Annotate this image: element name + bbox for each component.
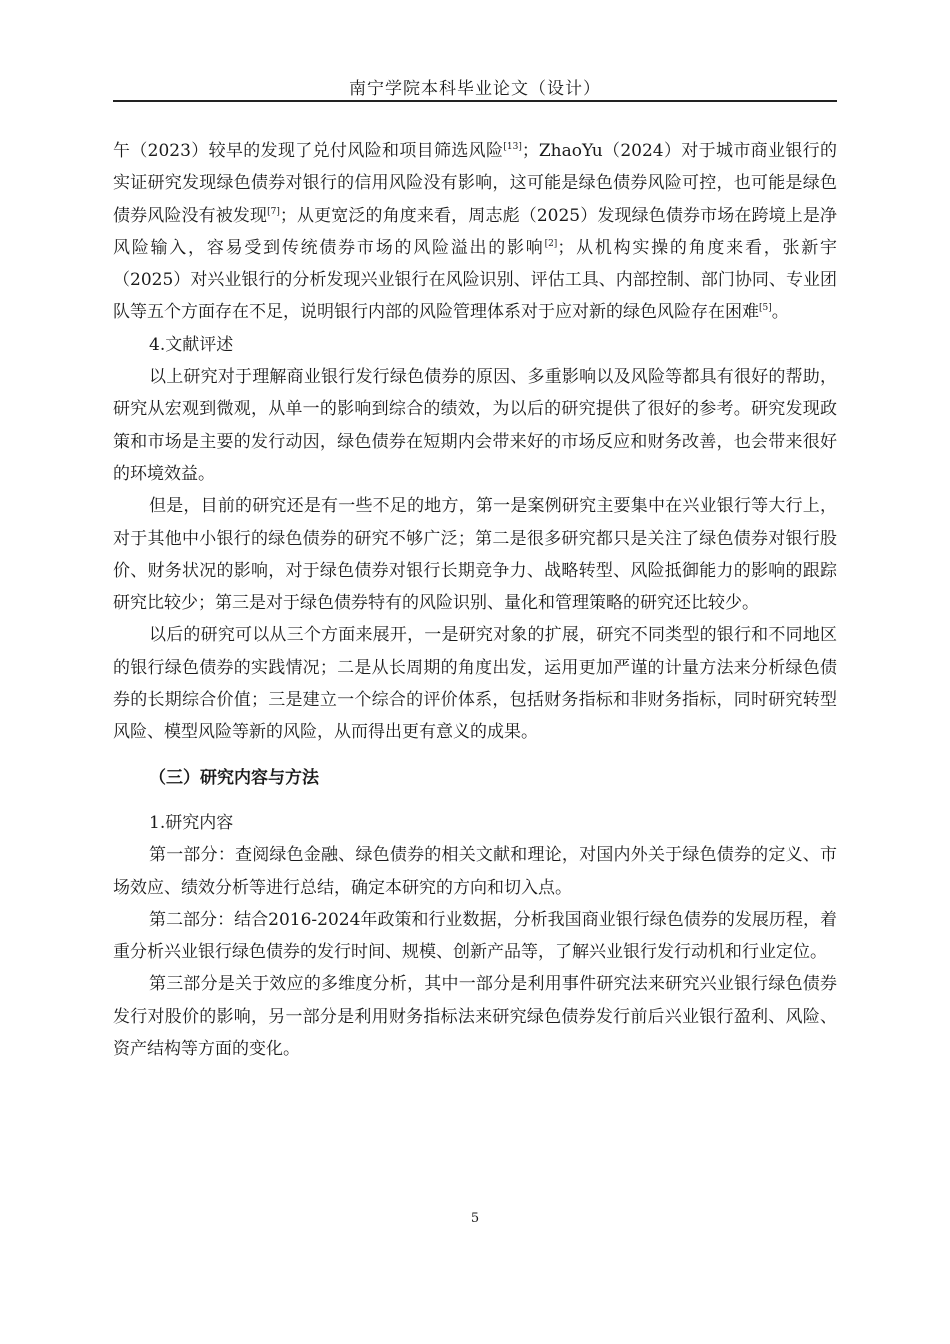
citation-ref: [7] [267, 206, 280, 217]
section-heading-research-content-method: （三）研究内容与方法 [149, 767, 319, 788]
paragraph-risk-literature [113, 135, 837, 329]
text-span: 。 [771, 302, 789, 323]
paragraph-review-shortcomings: 但是，目前的研究还是有一些不足的地方，第一是案例研究主要集中在兴业银行等大行上，对于其他中小银行的绿色债券的研究不够广泛；第二是很多研究都只是关注了绿色债券对银行股价、财务状况的影响，对于绿色债券对银行长期竞争力、战略转型、风险抵御能力的影响的跟踪研究比较少；第三是对于绿色债券特有的风险识别、量化和管理策略的研究还比较少。 [113, 496, 837, 614]
header-rule [113, 100, 837, 102]
text-span: ；从更宽泛的角度来看，周志彪（2025）发现绿色债券市场在跨境上是净风险输入，容易受到传统债券市场的风险溢出的影响 [113, 205, 838, 258]
paragraph-review-summary: 以上研究对于理解商业银行发行绿色债券的原因、多重影响以及风险等都具有很好的帮助，研究从宏观到微观，从单一的影响到综合的绩效，为以后的研究提供了很好的参考。研究发现政策和市场是主要的发行动因，绿色债券在短期内会带来好的市场反应和财务改善，也会带来很好的环境效益。 [113, 367, 837, 484]
page-number: 5 [470, 1211, 480, 1226]
subheading-research-content: 1.研究内容 [149, 812, 234, 833]
body-text [113, 135, 837, 1065]
running-header-title: 南宁学院本科毕业论文（设计） [349, 79, 601, 99]
text-span: ；ZhaoYu（2024）对于城市商业银行的实证研究发现绿色债券对银行的信用风险没有影响，这可能是绿色债券风险可控，也可能是绿色债券风险没有被发现 [113, 141, 838, 226]
paragraph-part-two: 第二部分：结合2016-2024年政策和行业数据，分析我国商业银行绿色债券的发展历程，着重分析兴业银行绿色债券的发行时间、规模、创新产品等，了解兴业银行发行动机和行业定位。 [113, 909, 837, 963]
citation-ref: [13] [503, 142, 522, 152]
text-span: ；从机构实操的角度来看，张新宇（2025）对兴业银行的分析发现兴业银行在风险识别、评估工具、内部控制、部门协同、专业团队等五个方面存在不足，说明银行内部的风险管理体系对于应对新的绿色风险存在困难 [113, 237, 838, 323]
citation-ref: [5] [759, 303, 772, 314]
citation-ref: [2] [544, 238, 558, 249]
paragraph-future-research: 以后的研究可以从三个方面来展开，一是研究对象的扩展，研究不同类型的银行和不同地区的银行绿色债券的实践情况；二是从长周期的角度出发，运用更加严谨的计量方法来分析绿色债券的长期综合价值；三是建立一个综合的评价体系，包括财务指标和非财务指标，同时研究转型风险、模型风险等新的风险，从而得出更有意义的成果。 [113, 625, 837, 743]
text-span: 午（2023）较早的发现了兑付风险和项目筛选风险 [113, 141, 504, 161]
subheading-literature-review: 4.文献评述 [149, 334, 234, 355]
paragraph-part-one: 第一部分：查阅绿色金融、绿色债券的相关文献和理论，对国内外关于绿色债券的定义、市场效应、绩效分析等进行总结，确定本研究的方向和切入点。 [113, 845, 837, 898]
paragraph-part-three: 第三部分是关于效应的多维度分析，其中一部分是利用事件研究法来研究兴业银行绿色债券发行对股价的影响，另一部分是利用财务指标法来研究绿色债券发行前后兴业银行盈利、风险、资产结构等方面的变化。 [113, 974, 837, 1060]
